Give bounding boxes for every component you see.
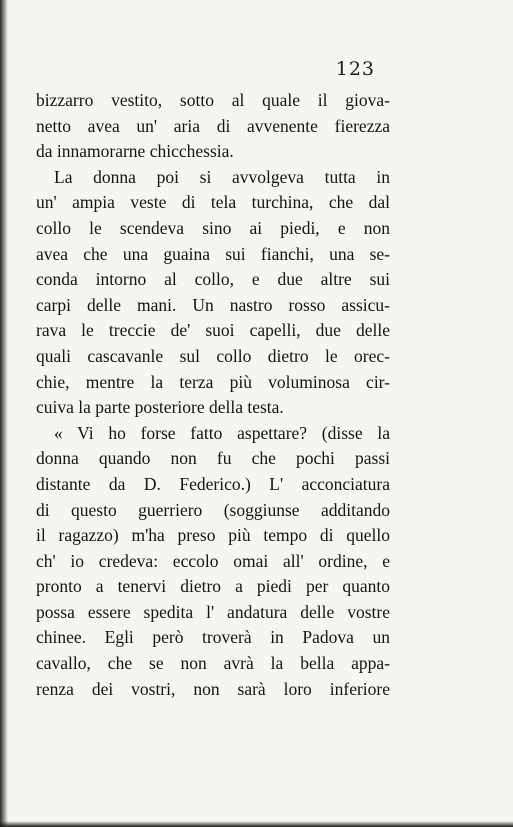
page-bottom-edge	[0, 821, 513, 827]
text-line: renza dei vostri, non sarà loro inferiore	[36, 678, 390, 699]
text-line: di questo guerriero (soggiunse additando	[36, 499, 390, 520]
text-line: rava le treccie de' suoi capelli, due delle	[36, 320, 390, 341]
text-line: netto avea un' aria di avvenente fierezza	[36, 115, 390, 136]
text-line: cavallo, che se non avrà la bella appa-	[36, 653, 390, 674]
page-spine-shadow	[0, 0, 8, 827]
text-line: il ragazzo) m'ha preso più tempo di quello	[36, 525, 390, 546]
text-line: quali cascavanle sul collo dietro le orec-	[36, 345, 390, 366]
text-line: ch' io credeva: eccolo omai all' ordine, e	[36, 550, 390, 571]
text-line: distante da D. Federico.) L' acconciatura	[36, 473, 390, 494]
text-line: chinee. Egli però troverà in Padova un	[36, 627, 390, 648]
text-line: « Vi ho forse fatto aspettare? (disse la	[54, 422, 390, 443]
text-line: donna quando non fu che pochi passi	[36, 448, 390, 469]
text-line: possa essere spedita l' andatura delle vostre	[36, 601, 390, 622]
text-line: chie, mentre la terza più voluminosa cir-	[36, 371, 390, 392]
text-line: pronto a tenervi dietro a piedi per quanto	[36, 576, 390, 597]
text-line: da innamorarne chicchessia.	[36, 141, 234, 162]
text-line: collo le scendeva sino ai piedi, e non	[36, 217, 390, 238]
text-line: La donna poi si avvolgeva tutta in	[54, 166, 390, 187]
page-number: 123	[335, 58, 375, 80]
text-line: cuiva la parte posteriore della testa.	[36, 397, 284, 418]
text-line: carpi delle mani. Un nastro rosso assicu-	[36, 294, 390, 315]
text-line: un' ampia veste di tela turchina, che dal	[36, 192, 390, 213]
body-text	[36, 88, 390, 702]
text-line: avea che una guaina sui fianchi, una se-	[36, 243, 390, 264]
text-line: conda intorno al collo, e due altre sui	[36, 269, 390, 290]
text-line: bizzarro vestito, sotto al quale il giova-	[36, 90, 390, 110]
